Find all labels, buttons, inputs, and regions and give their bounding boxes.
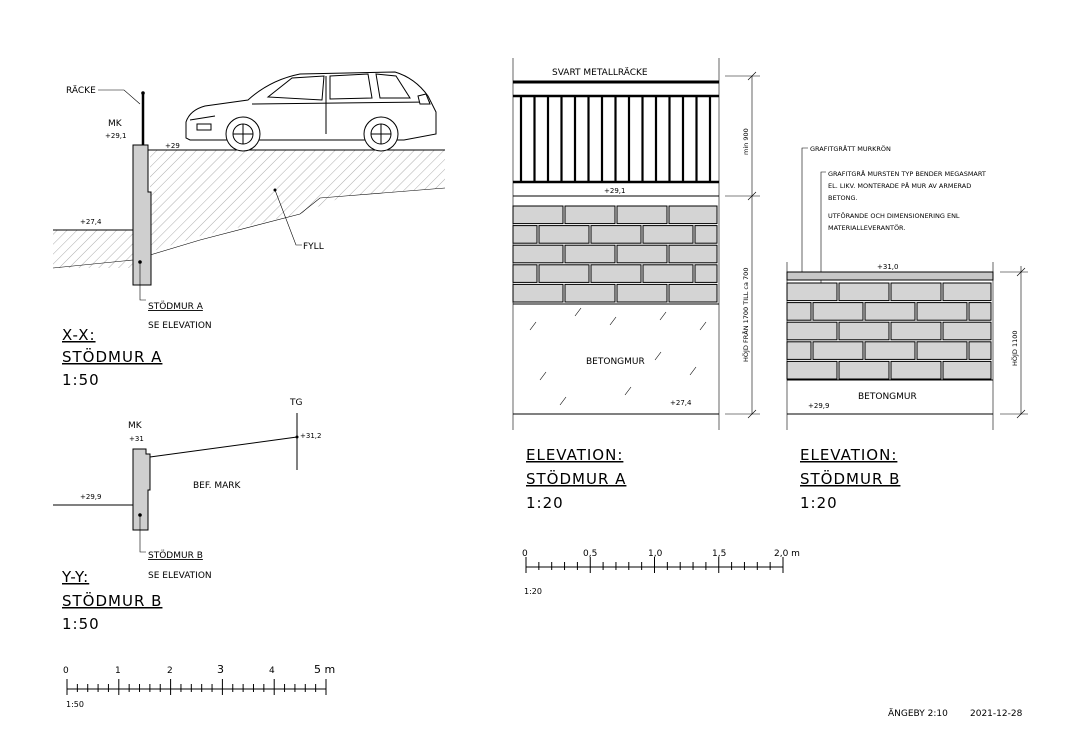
tg-label: TG (290, 398, 303, 408)
brick-courses-b (787, 283, 991, 379)
brick (565, 206, 615, 224)
brick (669, 206, 717, 224)
fyll-label: FYLL (303, 242, 324, 252)
brick (643, 265, 693, 283)
brick (695, 226, 717, 244)
section-xx-scale: 1:50 (62, 371, 100, 389)
cap-leader (802, 148, 808, 272)
scalebar-1-50 (63, 663, 335, 709)
brick (943, 361, 991, 379)
brick (669, 284, 717, 302)
see-elevation-label-yy: SE ELEVATION (148, 571, 212, 581)
elevation-b (787, 144, 1028, 512)
mk-label: MK (108, 119, 122, 129)
elev-top-label-yy: +31 (129, 435, 144, 443)
fill-soil-hatch (150, 150, 445, 252)
brick (513, 265, 537, 283)
brick (865, 303, 915, 321)
railing-label: SVART METALLRÄCKE (552, 68, 648, 78)
note-design: UTFÖRANDE OCH DIMENSIONERING ENL MATERIALLEVERANTÖR. (828, 212, 960, 232)
footer-project: ÄNGEBY 2:10 (888, 709, 948, 719)
brick (787, 361, 837, 379)
section-yy-title: Y-Y: (62, 568, 90, 586)
section-xx-subtitle: STÖDMUR A (62, 348, 163, 366)
section-yy-subtitle: STÖDMUR B (62, 592, 163, 610)
racke-label: RÄCKE (66, 86, 96, 96)
scalebar-20-scale: 1:20 (524, 587, 542, 596)
scalebar-20-tick-1: 0,5 (583, 549, 598, 559)
racke-leader (98, 90, 140, 104)
elev-top-label: +29,1 (105, 132, 127, 140)
scalebar-50-scale: 1:50 (66, 700, 84, 709)
brick (787, 322, 837, 340)
wall-label-yy: STÖDMUR B (148, 551, 203, 561)
elev-low-label-yy: +29,9 (80, 493, 102, 501)
brick (969, 342, 991, 360)
brick (787, 342, 811, 360)
scalebar-1-20 (522, 549, 800, 596)
brick (617, 245, 667, 263)
brick (513, 245, 563, 263)
wall-label: STÖDMUR A (148, 302, 203, 312)
brick (513, 284, 563, 302)
wall-section-a (133, 145, 151, 285)
scalebar-20-tick-0: 0 (522, 549, 528, 559)
brick (839, 322, 889, 340)
scalebar-50-tick-2: 2 (167, 666, 173, 676)
top-elev-b: +31,0 (877, 263, 899, 271)
section-xx-title: X-X: (62, 326, 96, 344)
ground-line-yy (150, 437, 297, 457)
section-yy (53, 398, 321, 633)
railing-base-elev: +29,1 (604, 187, 626, 195)
brick (669, 245, 717, 263)
elevation-b-title: ELEVATION: (800, 446, 898, 464)
brick (969, 303, 991, 321)
brick (591, 226, 641, 244)
brick (617, 284, 667, 302)
brick (591, 265, 641, 283)
brick (539, 265, 589, 283)
brick (917, 303, 967, 321)
scalebar-20-tick-3: 1,5 (712, 549, 727, 559)
section-yy-scale: 1:50 (62, 615, 100, 633)
scalebar-50-tick-3: 3 (217, 663, 224, 676)
elevation-a (513, 58, 760, 512)
brick (617, 206, 667, 224)
dim-wall-label-b: HÖJD 1100 (1011, 330, 1019, 366)
scalebar-20-tick-4: 2,0 m (774, 549, 800, 559)
brick (787, 283, 837, 301)
scalebar-50-tick-5: 5 m (314, 663, 336, 676)
brick-courses-a (513, 206, 717, 302)
brick (943, 322, 991, 340)
brick (839, 361, 889, 379)
brick (513, 226, 537, 244)
dim-railing-label: min 900 (742, 128, 750, 155)
brick (917, 342, 967, 360)
base-elev-b: +29,9 (808, 402, 830, 410)
bef-mark-label: BEF. MARK (193, 481, 241, 491)
brick (891, 283, 941, 301)
see-elevation-label: SE ELEVATION (148, 321, 212, 331)
brick (891, 322, 941, 340)
concrete-label-b: BETONGMUR (858, 392, 917, 402)
scalebar-50-ticks (67, 679, 326, 695)
brick (787, 303, 811, 321)
note-stone: GRAFITGRÅ MURSTEN TYP BENDER MEGASMART EL. LIKV. MONTERADE PÅ MUR AV ARMERAD BETONG. (828, 170, 986, 202)
fill-soil-hatch-left (53, 230, 133, 268)
dim-wall-label-a: HÖJD FRÅN 1700 TILL ca 700 (742, 267, 750, 362)
brick (813, 303, 863, 321)
scalebar-20-ticks (526, 557, 783, 573)
scalebar-50-tick-4: 4 (269, 666, 275, 676)
brick (565, 245, 615, 263)
base-elev-a: +27,4 (670, 399, 692, 407)
brick (839, 283, 889, 301)
elevation-a-scale: 1:20 (526, 494, 564, 512)
brick (865, 342, 915, 360)
brick (891, 361, 941, 379)
elev-ground-label: +29 (165, 142, 180, 150)
elev-low-label: +27,4 (80, 218, 102, 226)
elev-tg-label: +31,2 (300, 432, 322, 440)
elevation-b-scale: 1:20 (800, 494, 838, 512)
elevation-a-title: ELEVATION: (526, 446, 624, 464)
brick (643, 226, 693, 244)
car-illustration (186, 72, 436, 151)
scalebar-50-tick-1: 1 (115, 666, 121, 676)
scalebar-50-tick-0: 0 (63, 666, 69, 676)
scalebar-20-tick-2: 1,0 (648, 549, 663, 559)
brick (813, 342, 863, 360)
concrete-label-a: BETONGMUR (586, 357, 645, 367)
wall-section-b (133, 449, 150, 530)
brick (565, 284, 615, 302)
brick (695, 265, 717, 283)
section-xx (53, 72, 445, 389)
footer-date: 2021-12-28 (970, 709, 1023, 719)
elevation-a-subtitle: STÖDMUR A (526, 470, 627, 488)
mk-label-yy: MK (128, 421, 142, 431)
elevation-b-subtitle: STÖDMUR B (800, 470, 901, 488)
brick (513, 206, 563, 224)
railing-balusters (521, 96, 710, 182)
coping-cap (787, 272, 993, 280)
brick (943, 283, 991, 301)
brick (539, 226, 589, 244)
note-cap: GRAFITGRÅTT MURKRÖN (810, 145, 891, 153)
